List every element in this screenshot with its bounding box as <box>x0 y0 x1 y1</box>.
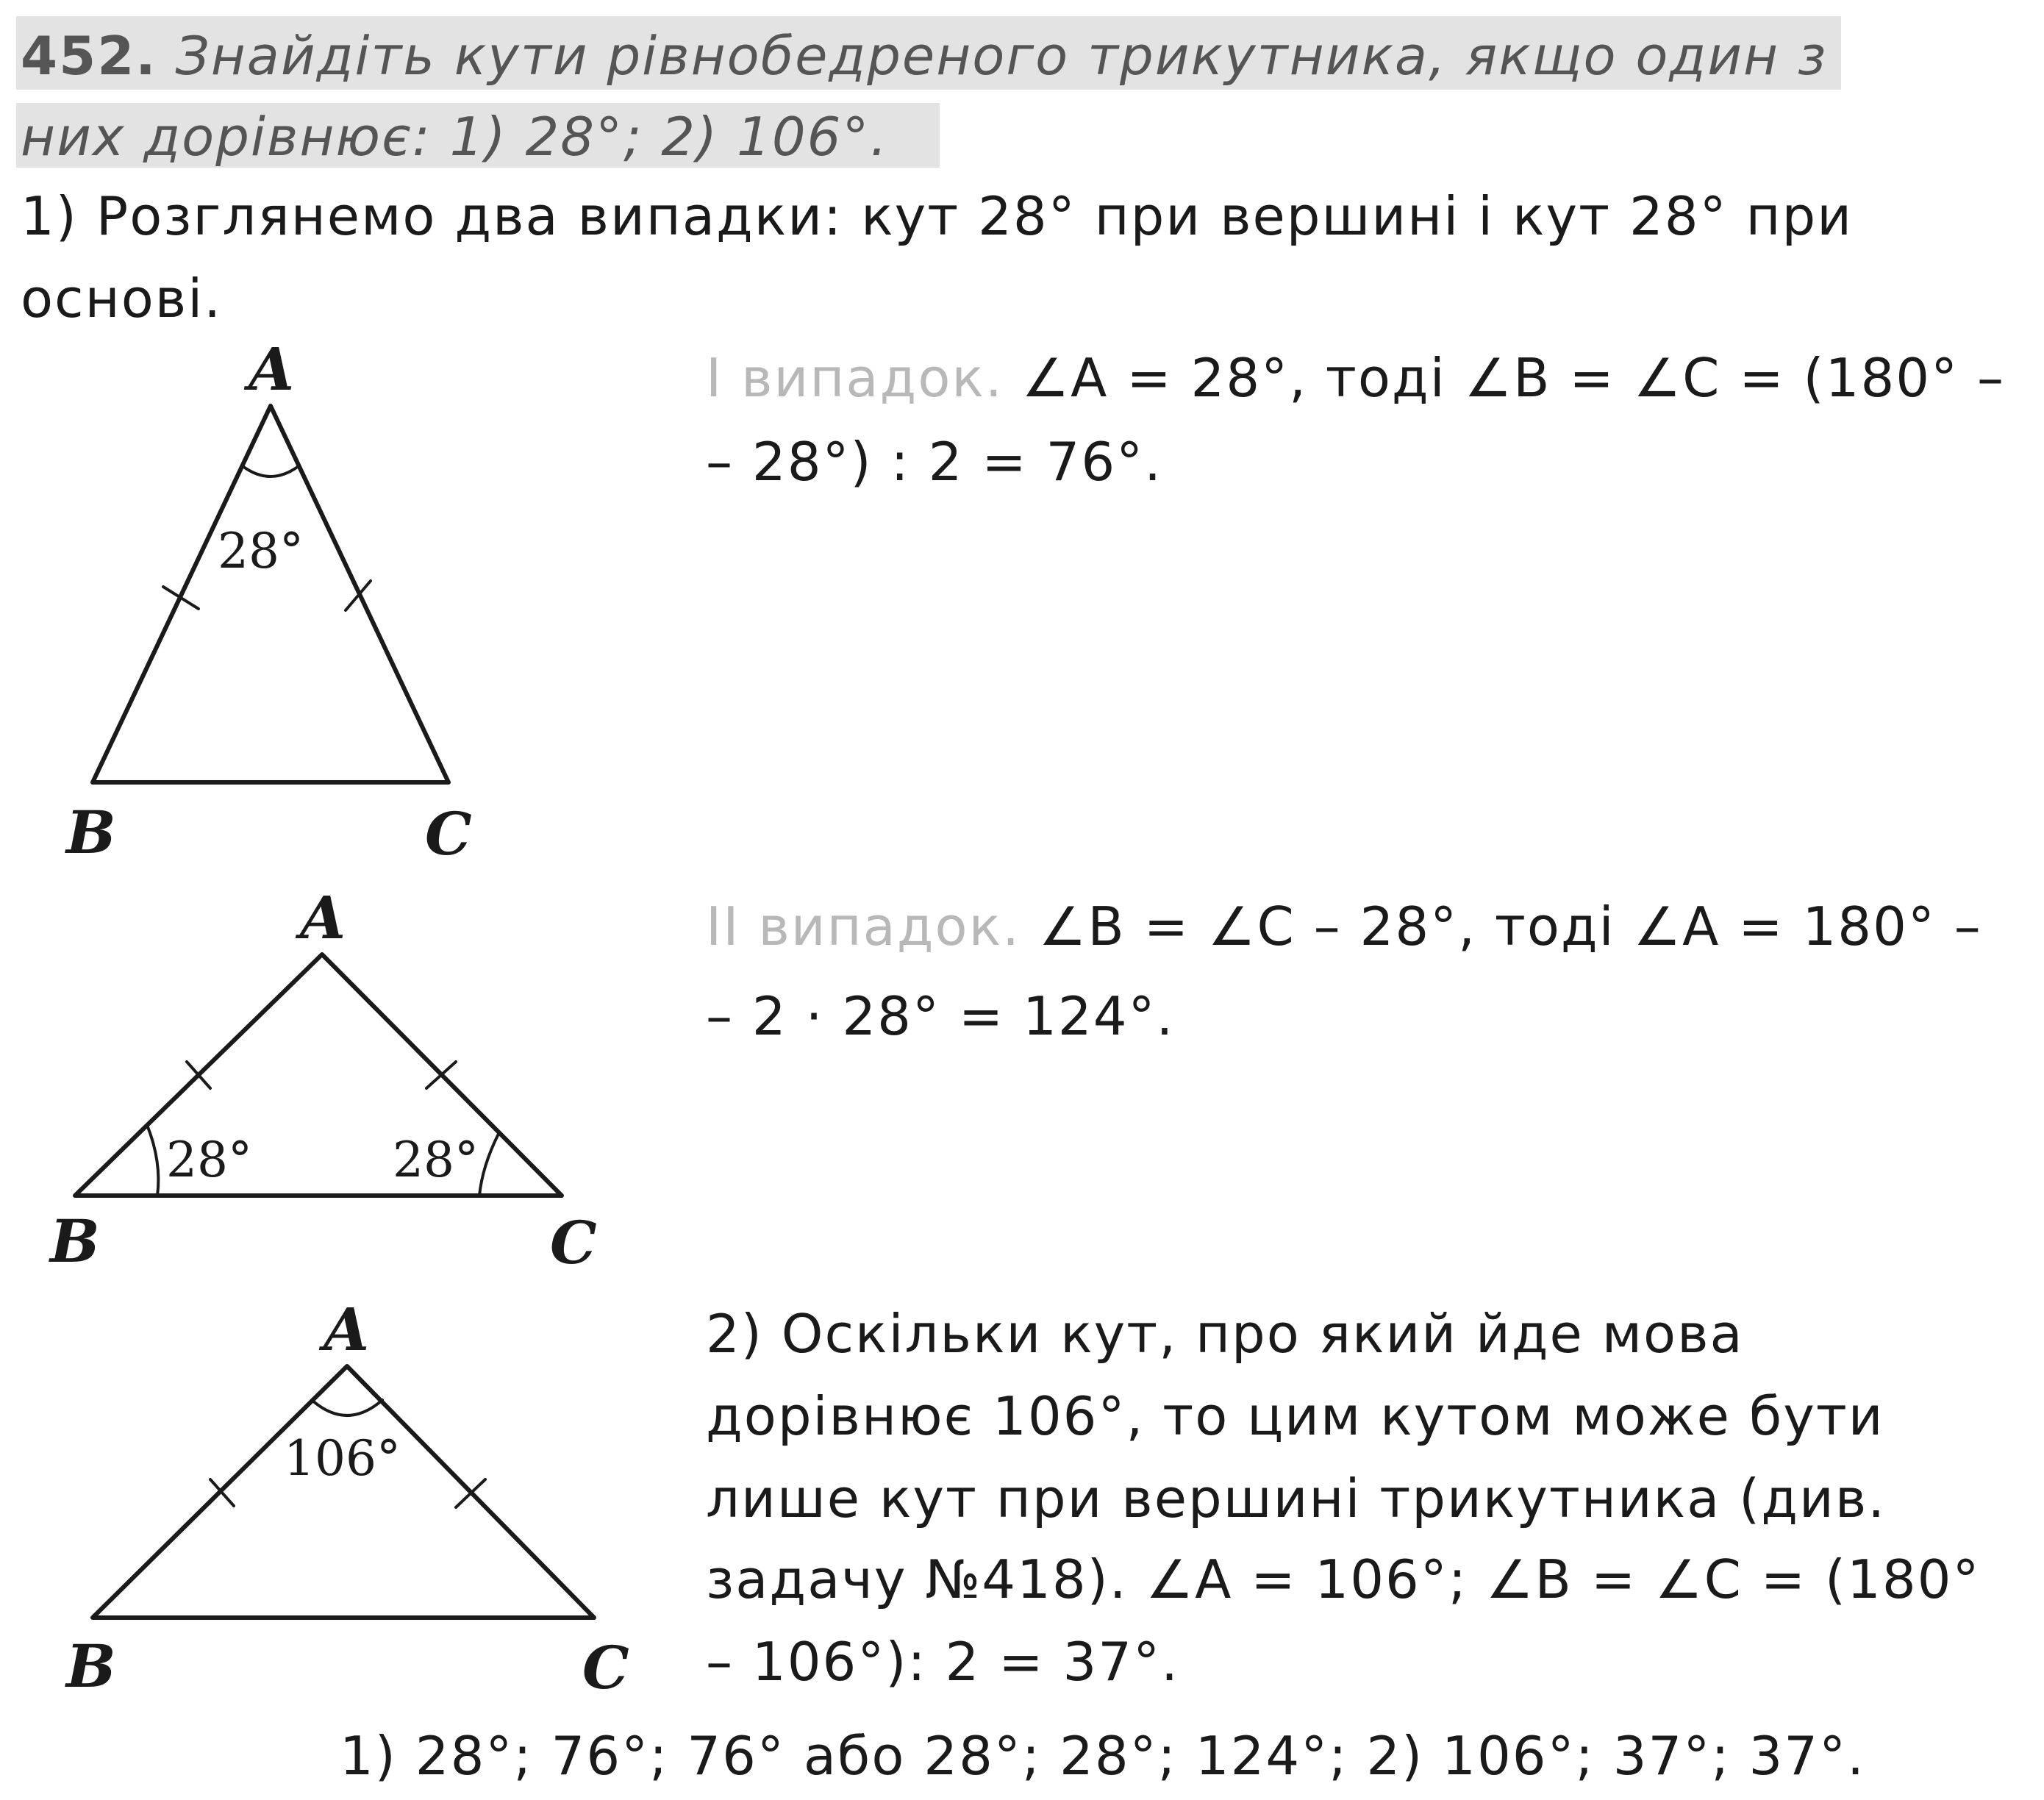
part2-line-5: – 106°): 2 = 37°. <box>706 1631 1179 1693</box>
case1-text-1: ∠A = 28°, тоді ∠B = ∠C = (180° – <box>1003 347 2005 409</box>
vertex-label-c: C <box>425 799 472 868</box>
task-text-1: Знайдіть кути рівнобедреного трикутника, якщо один з <box>175 25 1828 87</box>
angle-arc <box>312 1400 382 1415</box>
vertex-label-b: B <box>66 798 116 867</box>
vertex-label-c: C <box>550 1208 597 1277</box>
case2-line-2: – 2 · 28° = 124°. <box>706 985 1175 1047</box>
vertex-label-a: A <box>249 335 295 404</box>
vertex-label-a: A <box>324 1295 370 1364</box>
vertex-label-b: B <box>66 1632 116 1701</box>
part2-line-4: задачу №418). ∠A = 106°; ∠B = ∠C = (180° <box>706 1549 1981 1610</box>
case1-lead: І випадок. <box>706 347 1004 409</box>
case2-text-1: ∠B = ∠C – 28°, тоді ∠A = 180° – <box>1020 896 1982 957</box>
vertex-label-b: B <box>50 1207 100 1276</box>
part2-line-3: лише кут при вершині трикутника (див. <box>706 1468 1887 1529</box>
angle-label-c: 28° <box>393 1132 479 1188</box>
intro-line-1: 1) Розглянемо два випадки: кут 28° при вершині і кут 28° при <box>21 185 1854 247</box>
task-text-2: них дорівнює: 1) 28°; 2) 106°. <box>21 106 889 168</box>
angle-label-b: 28° <box>166 1132 252 1188</box>
part2-line-1: 2) Оскільки кут, про який йде мова <box>706 1303 1744 1365</box>
task-number: 452. <box>21 25 157 87</box>
angle-label: 28° <box>218 523 304 579</box>
answer-line: 1) 28°; 76°; 76° або 28°; 28°; 124°; 2) 106°; 37°; 37°. <box>340 1725 1865 1787</box>
intro-line-2: основі. <box>21 268 223 329</box>
case1-line-2: – 28°) : 2 = 76°. <box>706 431 1163 493</box>
case2-lead: ІІ випадок. <box>706 896 1021 957</box>
angle-label: 106° <box>284 1430 401 1487</box>
vertex-label-a: A <box>300 883 346 952</box>
vertex-label-c: C <box>582 1633 629 1702</box>
part2-line-2: дорівнює 106°, то цим кутом може бути <box>706 1385 1884 1447</box>
triangle-3 <box>93 1366 594 1618</box>
